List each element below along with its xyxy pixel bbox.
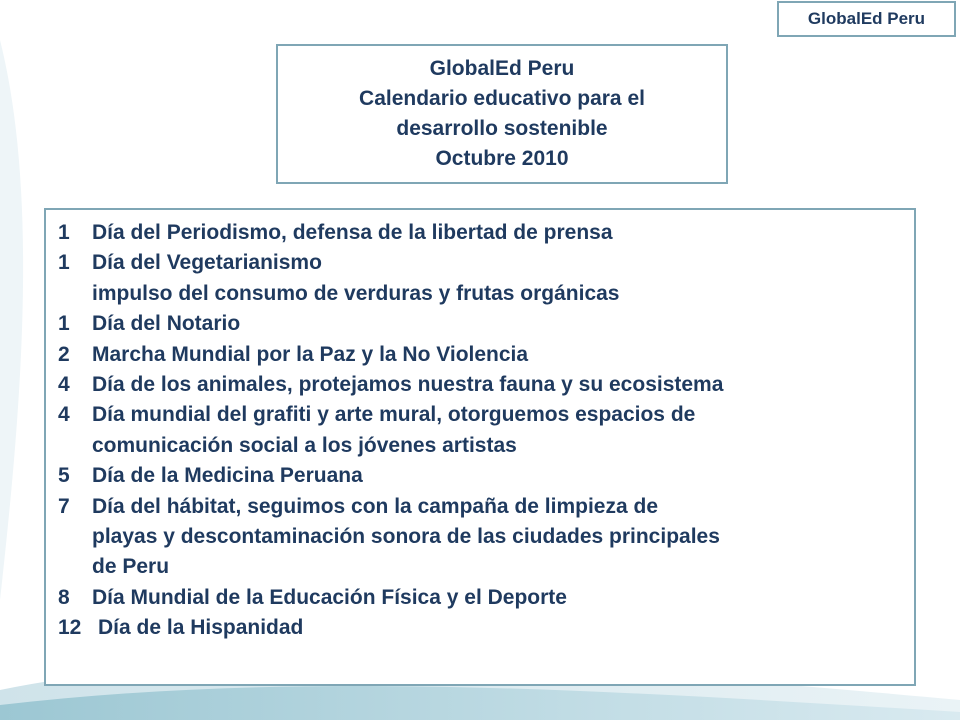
event-item [58, 218, 906, 248]
title-line-3: desarrollo sostenible [396, 117, 608, 140]
event-item [58, 248, 906, 278]
event-text-continuation: comunicación social a los jóvenes artistas [92, 433, 517, 457]
event-day: 7 [58, 494, 70, 518]
event-day: 12 [58, 616, 82, 640]
brand-badge-text: GlobalEd Peru [807, 9, 926, 28]
event-text: Día de los animales, protejamos nuestra fauna y su ecosistema [92, 373, 724, 397]
event-text: Día de la Medicina Peruana [92, 464, 363, 488]
event-text-continuation: de Peru [92, 555, 170, 579]
event-item [58, 613, 906, 643]
event-day: 1 [58, 251, 70, 275]
event-item [58, 461, 906, 491]
event-text-continuation: impulso del consumo de verduras y frutas orgánicas [92, 281, 620, 305]
event-item [58, 340, 906, 370]
event-text: Día del hábitat, seguimos con la campaña de limpieza de [92, 494, 658, 518]
event-text: Día de la Hispanidad [98, 616, 304, 640]
event-item [58, 370, 906, 400]
events-list [44, 208, 916, 686]
event-day: 8 [58, 585, 70, 609]
event-day: 1 [58, 312, 70, 336]
event-text: Día mundial del grafiti y arte mural, otorguemos espacios de [92, 403, 696, 427]
event-day: 2 [58, 342, 70, 366]
event-item [58, 492, 906, 522]
event-day: 4 [58, 373, 70, 397]
brand-badge [777, 1, 956, 37]
event-text: Día del Periodismo, defensa de la libertad de prensa [92, 221, 613, 244]
event-text: Marcha Mundial por la Paz y la No Violencia [92, 342, 529, 366]
event-day: 1 [58, 221, 70, 244]
event-item [58, 309, 906, 339]
event-text: Día Mundial de la Educación Física y el Deporte [92, 585, 567, 609]
title-org: GlobalEd Peru [429, 57, 575, 80]
event-item [58, 400, 906, 430]
event-day: 5 [58, 464, 70, 488]
title-box [276, 44, 728, 184]
event-item [58, 583, 906, 613]
event-text: Día del Notario [92, 312, 241, 336]
title-date: Octubre 2010 [435, 147, 569, 170]
event-text-continuation: playas y descontaminación sonora de las ciudades principales [92, 525, 720, 549]
title-line-2: Calendario educativo para el [359, 87, 645, 110]
event-text: Día del Vegetarianismo [92, 251, 322, 275]
event-day: 4 [58, 403, 70, 427]
